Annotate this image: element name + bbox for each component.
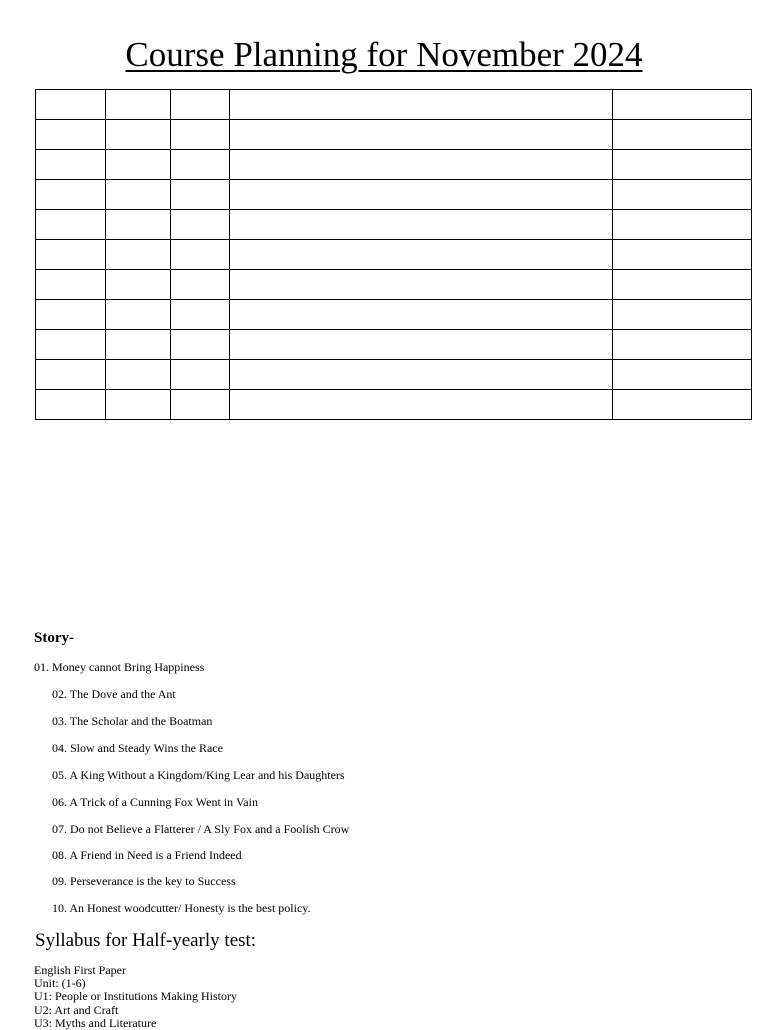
table-cell (613, 330, 752, 360)
table-cell (36, 210, 106, 240)
table-row (36, 300, 752, 330)
story-item: 08. A Friend in Need is a Friend Indeed (52, 848, 242, 862)
story-item: 06. A Trick of a Cunning Fox Went in Vain (52, 795, 258, 809)
table-cell (36, 90, 106, 120)
table-row (36, 210, 752, 240)
table-cell (171, 360, 230, 390)
table-row (36, 120, 752, 150)
table-row (36, 330, 752, 360)
table-cell (230, 210, 613, 240)
table-cell (230, 90, 613, 120)
table-row (36, 390, 752, 420)
table-cell (613, 300, 752, 330)
table-cell (106, 270, 171, 300)
table-cell (106, 330, 171, 360)
table-cell (36, 240, 106, 270)
table-cell (106, 360, 171, 390)
table-cell (171, 150, 230, 180)
table-cell (171, 180, 230, 210)
table-cell (36, 330, 106, 360)
table-cell (171, 330, 230, 360)
table-cell (613, 180, 752, 210)
table-cell (613, 270, 752, 300)
story-item: 09. Perseverance is the key to Success (52, 874, 236, 888)
story-item: 02. The Dove and the Ant (52, 687, 176, 701)
table-cell (106, 210, 171, 240)
table-cell (613, 210, 752, 240)
syllabus-line: U2: Art and Craft (34, 1002, 119, 1017)
table-row (36, 360, 752, 390)
table-cell (106, 90, 171, 120)
table-cell (36, 270, 106, 300)
syllabus-line: U3: Myths and Literature (34, 1015, 157, 1030)
table-cell (171, 390, 230, 420)
table-cell (36, 180, 106, 210)
syllabus-line: U1: People or Institutions Making History (34, 989, 237, 1004)
table-cell (171, 270, 230, 300)
table-cell (230, 330, 613, 360)
table-cell (106, 390, 171, 420)
table-row (36, 150, 752, 180)
table-cell (171, 210, 230, 240)
story-item: 03. The Scholar and the Boatman (52, 714, 213, 728)
table-cell (230, 150, 613, 180)
table-cell (613, 240, 752, 270)
table-cell (106, 180, 171, 210)
story-item: 10. An Honest woodcutter/ Honesty is the best policy. (52, 901, 311, 915)
syllabus-line: English First Paper (34, 963, 126, 977)
table-cell (613, 150, 752, 180)
table-cell (613, 90, 752, 120)
table-cell (36, 360, 106, 390)
story-item: 04. Slow and Steady Wins the Race (52, 741, 223, 755)
table-cell (230, 240, 613, 270)
table-cell (106, 300, 171, 330)
syllabus-line: Unit: (1-6) (34, 976, 86, 991)
table-cell (171, 240, 230, 270)
table-cell (171, 90, 230, 120)
table-cell (36, 390, 106, 420)
table-cell (36, 150, 106, 180)
table-cell (106, 150, 171, 180)
table-cell (613, 120, 752, 150)
table-row (36, 180, 752, 210)
table-cell (36, 120, 106, 150)
story-item: 07. Do not Believe a Flatterer / A Sly Fox and a Foolish Crow (52, 822, 350, 836)
table-cell (230, 360, 613, 390)
table-row (36, 240, 752, 270)
table-cell (230, 270, 613, 300)
table-cell (230, 120, 613, 150)
story-item: 01. Money cannot Bring Happiness (34, 660, 205, 674)
table-cell (613, 360, 752, 390)
page-title: Course Planning for November 2024 (125, 35, 643, 74)
table-cell (106, 240, 171, 270)
table-row (36, 270, 752, 300)
table-cell (230, 390, 613, 420)
table-cell (230, 300, 613, 330)
table-cell (36, 300, 106, 330)
table-row (36, 90, 752, 120)
table-cell (171, 300, 230, 330)
story-item: 05. A King Without a Kingdom/King Lear and his Daughters (52, 768, 345, 782)
table-cell (171, 120, 230, 150)
table-cell (230, 180, 613, 210)
syllabus-heading: Syllabus for Half-yearly test: (35, 930, 257, 951)
syllabus-lines (34, 964, 237, 1030)
table-cell (613, 390, 752, 420)
course-plan-table (35, 89, 752, 420)
table-cell (106, 120, 171, 150)
story-heading: Story- (34, 630, 74, 646)
